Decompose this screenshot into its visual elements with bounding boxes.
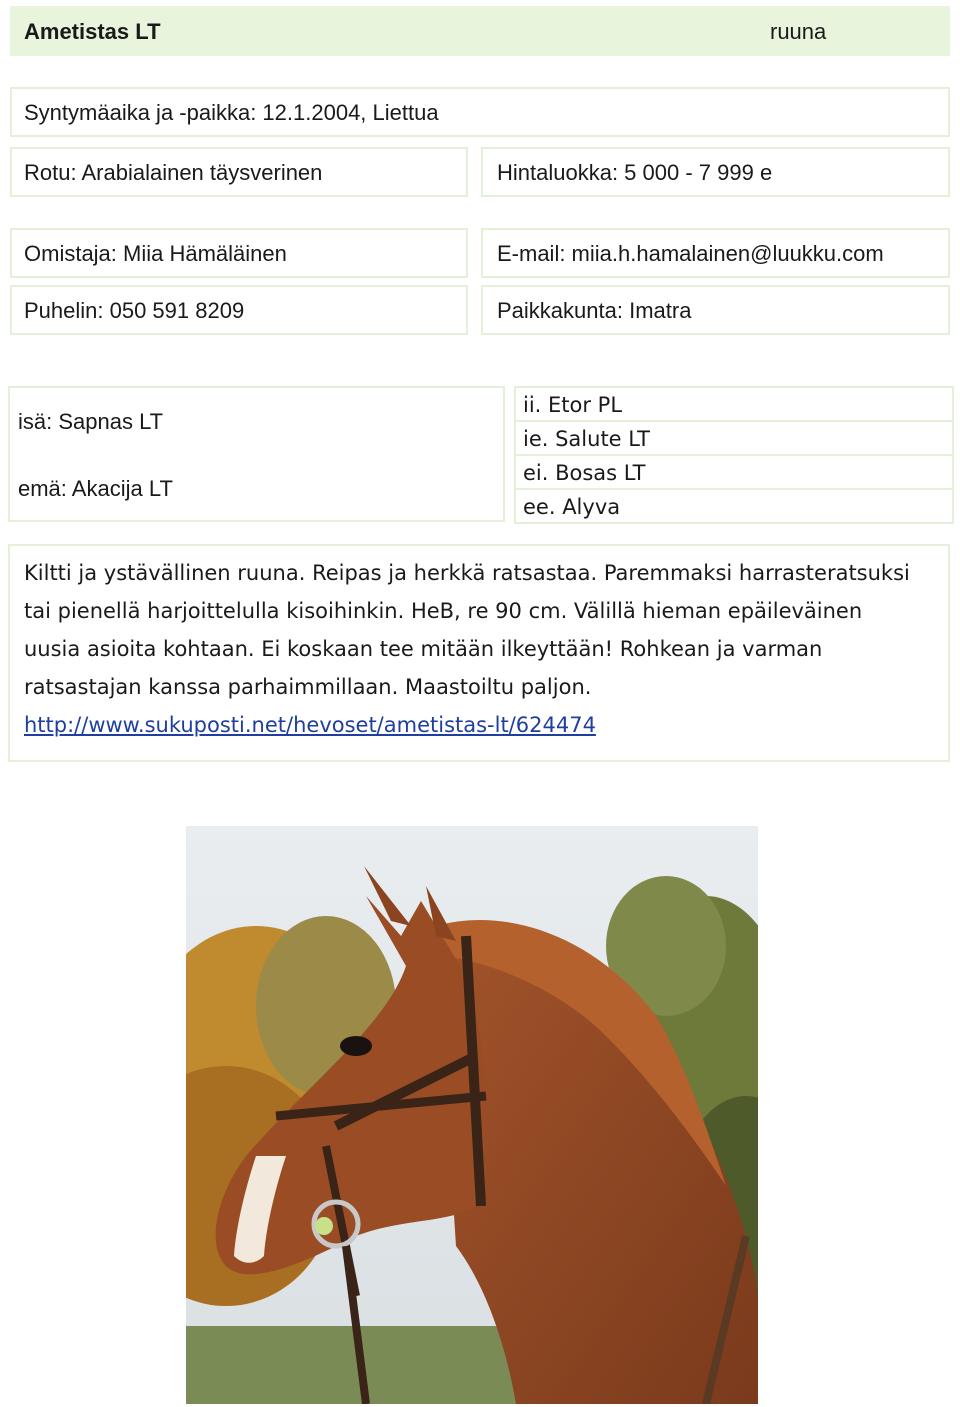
birth-text: Syntymäaika ja -paikka: 12.1.2004, Liettua [24, 100, 439, 125]
sukuposti-link[interactable]: http://www.sukuposti.net/hevoset/ametistas-lt/624474 [24, 713, 596, 737]
ancestor-text: ii. Etor PL [523, 393, 623, 417]
email-cell [481, 228, 950, 278]
price-cell [481, 147, 950, 197]
ancestor-text: ee. Alyva [523, 495, 621, 519]
price-text: Hintaluokka: 5 000 - 7 999 e [497, 160, 773, 185]
description-line: Kiltti ja ystävällinen ruuna. Reipas ja herkkä ratsastaa. Paremmaksi harrasteratsuksi [24, 561, 910, 585]
city-text: Paikkakunta: Imatra [497, 298, 692, 323]
sire-text: isä: Sapnas LT [18, 409, 164, 434]
horse-gender: ruuna [770, 19, 827, 44]
header-bar [10, 6, 950, 56]
ancestor-text: ie. Salute LT [523, 427, 650, 451]
ancestor-cell-4 [514, 488, 954, 524]
ancestor-cell-3 [514, 454, 954, 490]
phone-text: Puhelin: 050 591 8209 [24, 298, 245, 323]
description-line: tai pienellä harjoittelulla kisoihinkin. HeB, re 90 cm. Välillä hieman epäileväinen [24, 599, 863, 623]
breed-cell [10, 147, 468, 197]
ancestor-cell-1 [514, 386, 954, 422]
horse-name: Ametistas LT [24, 19, 161, 44]
ancestor-cell-2 [514, 420, 954, 456]
parents-cell [8, 386, 505, 522]
owner-cell [10, 228, 468, 278]
description-line: ratsastajan kanssa parhaimmillaan. Maastoiltu paljon. [24, 675, 592, 699]
birth-row [10, 87, 950, 137]
email-text: E-mail: miia.h.hamalainen@luukku.com [497, 241, 884, 266]
breed-text: Rotu: Arabialainen täysverinen [24, 160, 323, 185]
description-text [24, 554, 934, 744]
description-line: uusia asioita kohtaan. Ei koskaan tee mitään ilkeyttään! Rohkean ja varman [24, 637, 823, 661]
dam-text: emä: Akacija LT [18, 476, 173, 501]
ancestor-text: ei. Bosas LT [523, 461, 646, 485]
city-cell [481, 285, 950, 335]
horse-photo [186, 826, 758, 1404]
phone-cell [10, 285, 468, 335]
owner-text: Omistaja: Miia Hämäläinen [24, 241, 287, 266]
